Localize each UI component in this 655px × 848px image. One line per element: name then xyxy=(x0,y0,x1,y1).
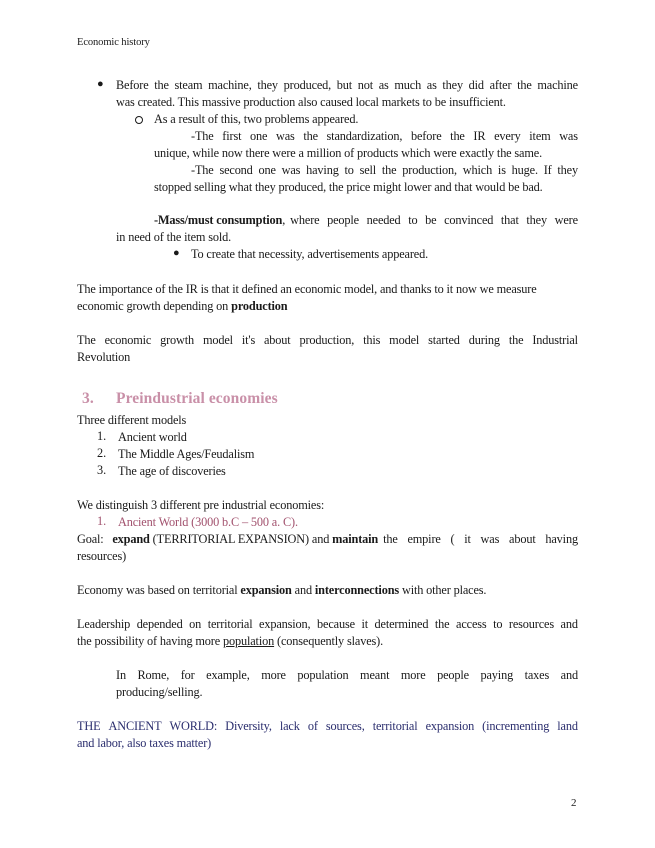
economy-bold-interconnections: interconnections xyxy=(314,583,400,597)
word: standardization, xyxy=(326,129,403,143)
word: land xyxy=(557,719,578,733)
word: model xyxy=(202,333,233,347)
word: to xyxy=(493,617,503,631)
word: the xyxy=(434,617,450,631)
word: that xyxy=(500,213,519,227)
word: needed xyxy=(366,213,401,227)
ancient-summary-line2: and labor, also taxes matter) xyxy=(77,736,212,750)
word: example, xyxy=(206,668,250,682)
word: the xyxy=(154,78,169,92)
word: after xyxy=(489,78,512,92)
word: ANCIENT xyxy=(108,719,162,733)
word: resources xyxy=(508,617,554,631)
word: the xyxy=(508,333,524,347)
word: about xyxy=(509,532,536,546)
word: steam xyxy=(174,78,203,92)
word: every xyxy=(494,129,521,143)
word: depended xyxy=(136,617,183,631)
word: Diversity, xyxy=(225,719,272,733)
rome-line2: producing/selling. xyxy=(116,685,203,699)
goal-bold-maintain: maintain xyxy=(332,532,379,546)
goal-line2: resources) xyxy=(77,549,127,563)
word: having xyxy=(545,532,578,546)
mass-line1-rest xyxy=(290,212,578,229)
bullet-dot: ● xyxy=(97,78,104,90)
economy-and: and xyxy=(294,583,312,597)
word: paying xyxy=(480,668,514,682)
word: item xyxy=(529,129,551,143)
word: empire xyxy=(407,532,441,546)
goal-line1-end xyxy=(383,531,578,548)
word: not xyxy=(357,78,374,92)
growth-line2: Revolution xyxy=(77,350,131,364)
bullet-dot: ● xyxy=(173,247,180,259)
word: the xyxy=(381,163,397,177)
problem1-line2: unique, while now there were a million of products which were exactly the same. xyxy=(154,146,543,160)
word: first xyxy=(222,129,242,143)
word: during xyxy=(468,333,500,347)
word: where xyxy=(290,213,320,227)
problem2-line2: stopped selling what they produced, the price might lower and that would be bad. xyxy=(154,180,543,194)
ancient-item-label: Ancient World (3000 b.C – 500 a. C). xyxy=(118,515,298,529)
models-item: The age of discoveries xyxy=(118,464,226,478)
importance-line2-pre: economic growth depending on xyxy=(77,299,229,313)
goal-bold-expand: expand xyxy=(112,532,150,546)
word: the xyxy=(383,532,398,546)
word: population xyxy=(297,668,349,682)
word: it xyxy=(361,617,368,631)
leadership-post: (consequently slaves). xyxy=(277,634,384,648)
word: they xyxy=(526,213,547,227)
word: much xyxy=(394,78,422,92)
word: for xyxy=(180,668,195,682)
word: it xyxy=(464,532,471,546)
word: Industrial xyxy=(532,333,578,347)
mass-line2: in need of the item sold. xyxy=(116,230,232,244)
word: the xyxy=(450,129,465,143)
leadership-pre: the possibility of having more xyxy=(77,634,221,648)
models-item: The Middle Ages/Feudalism xyxy=(118,447,255,461)
word: determined xyxy=(374,617,429,631)
section-number: 3. xyxy=(82,390,94,407)
word: people xyxy=(437,668,469,682)
leadership-underlined: population xyxy=(222,634,275,648)
word: WORLD: xyxy=(169,719,218,733)
word: was xyxy=(281,163,301,177)
economy-line xyxy=(77,582,486,599)
word: territorial xyxy=(207,617,253,631)
word: economic xyxy=(104,333,152,347)
word: this xyxy=(363,333,381,347)
word: ( xyxy=(450,532,455,546)
sub2-text: To create that necessity, advertisements appeared. xyxy=(191,247,429,261)
word: started xyxy=(428,333,460,347)
word: having xyxy=(306,163,339,177)
importance-line1: The importance of the IR is that it defined an economic model, and thanks to it now we measure xyxy=(77,282,537,296)
models-item: Ancient world xyxy=(118,430,187,444)
goal-label: Goal: xyxy=(77,532,104,546)
economy-bold-expansion: expansion xyxy=(240,583,292,597)
word: expansion xyxy=(425,719,475,733)
word: growth xyxy=(160,333,195,347)
word: did xyxy=(468,78,484,92)
word: to xyxy=(344,163,354,177)
word: because xyxy=(317,617,355,631)
leadership-line2 xyxy=(77,633,383,650)
leadership-line1 xyxy=(77,616,578,633)
word: lack xyxy=(279,719,300,733)
models-intro: Three different models xyxy=(77,413,187,427)
word: taxes xyxy=(524,668,550,682)
word: Leadership xyxy=(77,617,131,631)
word: machine, xyxy=(208,78,252,92)
word: If xyxy=(543,163,552,177)
word: were xyxy=(554,213,578,227)
bullet1-line2: was created. This massive production also caused local markets to be insufficient. xyxy=(116,95,506,109)
problem2-line1 xyxy=(191,162,578,179)
word: Before xyxy=(116,78,149,92)
page-header: Economic history xyxy=(77,37,150,48)
sub1-text: As a result of this, two problems appeared. xyxy=(154,112,359,126)
importance-line2 xyxy=(77,298,287,315)
word: second xyxy=(219,163,253,177)
word: sources, xyxy=(325,719,365,733)
problem1-line1 xyxy=(191,128,578,145)
word: as xyxy=(378,78,389,92)
word: model xyxy=(389,333,420,347)
word: was xyxy=(559,129,578,143)
word: was xyxy=(275,129,295,143)
goal-mid: (TERRITORIAL EXPANSION) and xyxy=(152,532,330,546)
word: people xyxy=(327,213,359,227)
bullet1-line1 xyxy=(116,77,578,94)
word: but xyxy=(336,78,353,92)
hollow-bullet-icon xyxy=(135,116,143,124)
word: of xyxy=(307,719,318,733)
word: more xyxy=(400,668,426,682)
models-item-number: 2. xyxy=(97,446,107,460)
rome-line1 xyxy=(116,667,578,684)
word: is xyxy=(497,163,506,177)
economy-post: with other places. xyxy=(401,583,487,597)
word: IR xyxy=(473,129,486,143)
section-heading xyxy=(82,390,278,408)
word: territorial xyxy=(372,719,418,733)
word: they xyxy=(257,78,278,92)
word: production, xyxy=(299,333,355,347)
word: one xyxy=(258,163,276,177)
word: -The xyxy=(191,163,214,177)
growth-line1 xyxy=(77,332,578,349)
word: access xyxy=(456,617,487,631)
word: In xyxy=(116,668,126,682)
word: more xyxy=(261,668,286,682)
word: to xyxy=(408,213,418,227)
word: expansion, xyxy=(259,617,311,631)
word: machine xyxy=(537,78,578,92)
word: -The xyxy=(191,129,214,143)
word: one xyxy=(250,129,268,143)
models-item-number: 3. xyxy=(97,463,107,477)
word: they xyxy=(442,78,463,92)
word: about xyxy=(263,333,291,347)
goal-line1 xyxy=(77,531,578,548)
word: (incrementing xyxy=(482,719,550,733)
word: before xyxy=(411,129,442,143)
models-item-number: 1. xyxy=(97,429,107,443)
word: the xyxy=(517,78,532,92)
word: The xyxy=(77,333,96,347)
word: they xyxy=(557,163,578,177)
importance-bold: production xyxy=(231,299,288,313)
word: as xyxy=(426,78,437,92)
ancient-item-number: 1. xyxy=(97,514,107,528)
word: Rome, xyxy=(137,668,170,682)
word: huge. xyxy=(511,163,538,177)
word: it's xyxy=(241,333,256,347)
mass-bold: -Mass/must consumption xyxy=(154,213,283,227)
word: on xyxy=(189,617,202,631)
word: be xyxy=(425,213,437,227)
mass-line1: -Mass/must consumption, where people needed to be convinced that they were xyxy=(154,213,578,227)
word: meant xyxy=(360,668,390,682)
word: was xyxy=(480,532,500,546)
word: THE xyxy=(77,719,101,733)
word: production, xyxy=(402,163,457,177)
distinguish-text: We distinguish 3 different pre industrial economies: xyxy=(77,498,325,512)
word: convinced xyxy=(444,213,494,227)
section-title: Preindustrial economies xyxy=(116,390,278,407)
economy-pre: Economy was based on territorial xyxy=(77,583,238,597)
word: sell xyxy=(359,163,377,177)
page-number: 2 xyxy=(571,797,577,809)
word: produced, xyxy=(283,78,332,92)
ancient-summary-line1 xyxy=(77,718,578,735)
word: which xyxy=(462,163,493,177)
word: and xyxy=(560,617,578,631)
word: and xyxy=(560,668,578,682)
word: the xyxy=(303,129,318,143)
